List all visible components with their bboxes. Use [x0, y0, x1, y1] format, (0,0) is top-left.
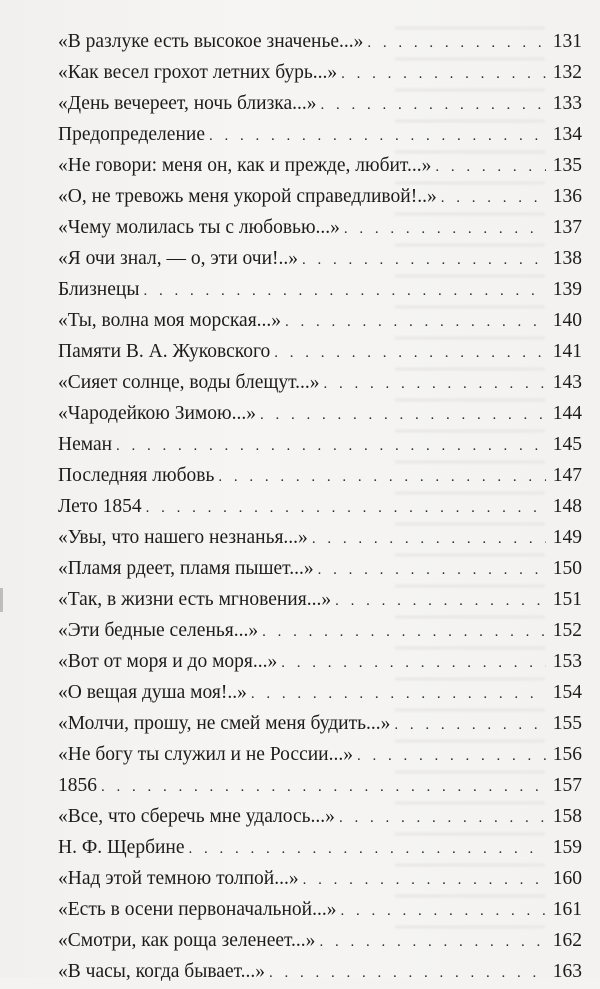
toc-entry	[58, 26, 582, 57]
toc-entry-page-number: 161	[552, 899, 582, 920]
toc-entry	[58, 57, 582, 88]
toc-entry-page-number: 160	[552, 868, 582, 889]
toc-entry-title: «Сияет солнце, воды блещут...»	[58, 372, 320, 393]
toc-entry	[58, 305, 582, 336]
toc-entry-page-number: 145	[552, 434, 582, 455]
toc-entry-page-number: 132	[552, 62, 582, 83]
table-of-contents	[58, 26, 582, 987]
toc-entry	[58, 553, 582, 584]
toc-entry	[58, 677, 582, 708]
dot-leader	[435, 152, 546, 183]
toc-entry-page-number: 151	[552, 589, 582, 610]
toc-entry-title: «Пламя рдеет, пламя пышет...»	[58, 558, 314, 579]
toc-entry-title: «Вот от моря и до моря...»	[58, 651, 278, 672]
toc-entry-title: «Так, в жизни есть мгновения...»	[58, 589, 332, 610]
toc-entry-title: «Все, что сберечь мне удалось...»	[58, 806, 335, 827]
toc-entry-title: Близнецы	[58, 279, 140, 300]
toc-entry-title: «О, не тревожь меня укорой справедливой!..»	[58, 186, 437, 207]
toc-entry-title: «В разлуке есть высокое значенье...»	[58, 31, 364, 52]
toc-entry	[58, 88, 582, 119]
dot-leader	[324, 369, 546, 400]
toc-entry-title: «Ты, волна моя морская...»	[58, 310, 282, 331]
toc-entry-page-number: 140	[552, 310, 582, 331]
toc-entry	[58, 243, 582, 274]
toc-entry-title: «Не богу ты служил и не России...»	[58, 744, 353, 765]
dot-leader	[357, 741, 546, 772]
toc-entry	[58, 770, 582, 801]
toc-entry	[58, 398, 582, 429]
toc-entry	[58, 832, 582, 863]
toc-entry-page-number: 147	[552, 465, 582, 486]
toc-entry-page-number: 154	[552, 682, 582, 703]
dot-leader	[274, 338, 546, 369]
toc-entry	[58, 491, 582, 522]
toc-entry-page-number: 133	[552, 93, 582, 114]
toc-entry-title: «Не говори: меня он, как и прежде, любит...»	[58, 155, 432, 176]
dot-leader	[218, 462, 546, 493]
dot-leader	[341, 59, 546, 90]
toc-entry-page-number: 141	[552, 341, 582, 362]
toc-entry-page-number: 139	[552, 279, 582, 300]
dot-leader	[303, 865, 546, 896]
dot-leader	[143, 276, 546, 307]
toc-entry-title: «День вечереет, ночь близка...»	[58, 93, 317, 114]
toc-entry-page-number: 144	[552, 403, 582, 424]
toc-entry	[58, 584, 582, 615]
toc-entry	[58, 460, 582, 491]
toc-entry-page-number: 156	[552, 744, 582, 765]
dot-leader	[441, 183, 546, 214]
toc-entry-page-number: 163	[552, 961, 582, 982]
dot-leader	[319, 927, 546, 958]
toc-entry-title: 1856	[58, 775, 97, 796]
dot-leader	[340, 896, 546, 927]
toc-entry-title: Неман	[58, 434, 113, 455]
dot-leader	[339, 803, 546, 834]
toc-entry	[58, 367, 582, 398]
dot-leader	[251, 679, 546, 710]
toc-entry-title: Предопределение	[58, 124, 205, 145]
dot-leader	[367, 28, 546, 59]
toc-entry-page-number: 153	[552, 651, 582, 672]
toc-entry-page-number: 158	[552, 806, 582, 827]
toc-entry-title: Н. Ф. Щербине	[58, 837, 185, 858]
toc-entry	[58, 801, 582, 832]
dot-leader	[312, 524, 546, 555]
toc-entry-title: «Чародейкою Зимою...»	[58, 403, 256, 424]
dot-leader	[302, 245, 546, 276]
dot-leader	[335, 586, 546, 617]
dot-leader	[189, 834, 546, 865]
toc-entry	[58, 150, 582, 181]
toc-entry-page-number: 159	[552, 837, 582, 858]
toc-entry-title: «Эти бедные селенья...»	[58, 620, 259, 641]
toc-entry-page-number: 136	[552, 186, 582, 207]
toc-entry	[58, 925, 582, 956]
toc-entry-page-number: 157	[552, 775, 582, 796]
dot-leader	[209, 121, 546, 152]
dot-leader	[269, 958, 546, 989]
dot-leader	[285, 307, 546, 338]
toc-entry-title: «Я очи знал, — о, эти очи!..»	[58, 248, 298, 269]
toc-entry	[58, 429, 582, 460]
toc-entry	[58, 212, 582, 243]
dot-leader	[394, 710, 546, 741]
dot-leader	[318, 555, 546, 586]
toc-entry	[58, 274, 582, 305]
toc-entry-page-number: 148	[552, 496, 582, 517]
dot-leader	[146, 493, 546, 524]
toc-entry-page-number: 143	[552, 372, 582, 393]
toc-entry-title: Памяти В. А. Жуковского	[58, 341, 271, 362]
toc-entry	[58, 646, 582, 677]
toc-entry-page-number: 135	[552, 155, 582, 176]
toc-entry	[58, 119, 582, 150]
toc-entry	[58, 894, 582, 925]
toc-entry-title: «О вещая душа моя!..»	[58, 682, 247, 703]
dot-leader	[262, 617, 546, 648]
dot-leader	[260, 400, 546, 431]
toc-entry-title: «Над этой темною толпой...»	[58, 868, 299, 889]
toc-entry	[58, 863, 582, 894]
toc-entry	[58, 956, 582, 987]
toc-entry-title: «Смотри, как роща зеленеет...»	[58, 930, 316, 951]
toc-entry-page-number: 138	[552, 248, 582, 269]
toc-entry-page-number: 162	[552, 930, 582, 951]
toc-entry-page-number: 134	[552, 124, 582, 145]
dot-leader	[116, 431, 546, 462]
toc-entry-page-number: 137	[552, 217, 582, 238]
toc-entry	[58, 615, 582, 646]
toc-entry	[58, 181, 582, 212]
toc-entry-title: «Чему молилась ты с любовью...»	[58, 217, 340, 238]
dot-leader	[344, 214, 546, 245]
toc-entry-page-number: 131	[552, 31, 582, 52]
dot-leader	[281, 648, 546, 679]
toc-entry-title: «Как весел грохот летних бурь...»	[58, 62, 338, 83]
toc-entry-title: Последняя любовь	[58, 465, 215, 486]
dot-leader	[321, 90, 546, 121]
toc-entry-page-number: 149	[552, 527, 582, 548]
toc-entry-page-number: 155	[552, 713, 582, 734]
toc-entry	[58, 708, 582, 739]
toc-entry	[58, 336, 582, 367]
toc-entry	[58, 522, 582, 553]
toc-entry-title: «В часы, когда бывает...»	[58, 961, 266, 982]
toc-entry-title: «Есть в осени первоначальной...»	[58, 899, 337, 920]
toc-entry-title: «Молчи, прошу, не смей меня будить...»	[58, 713, 391, 734]
dot-leader	[101, 772, 546, 803]
edge-mark	[0, 588, 3, 612]
toc-entry	[58, 739, 582, 770]
toc-entry-page-number: 152	[552, 620, 582, 641]
toc-entry-title: «Увы, что нашего незнанья...»	[58, 527, 308, 548]
toc-entry-page-number: 150	[552, 558, 582, 579]
toc-entry-title: Лето 1854	[58, 496, 142, 517]
